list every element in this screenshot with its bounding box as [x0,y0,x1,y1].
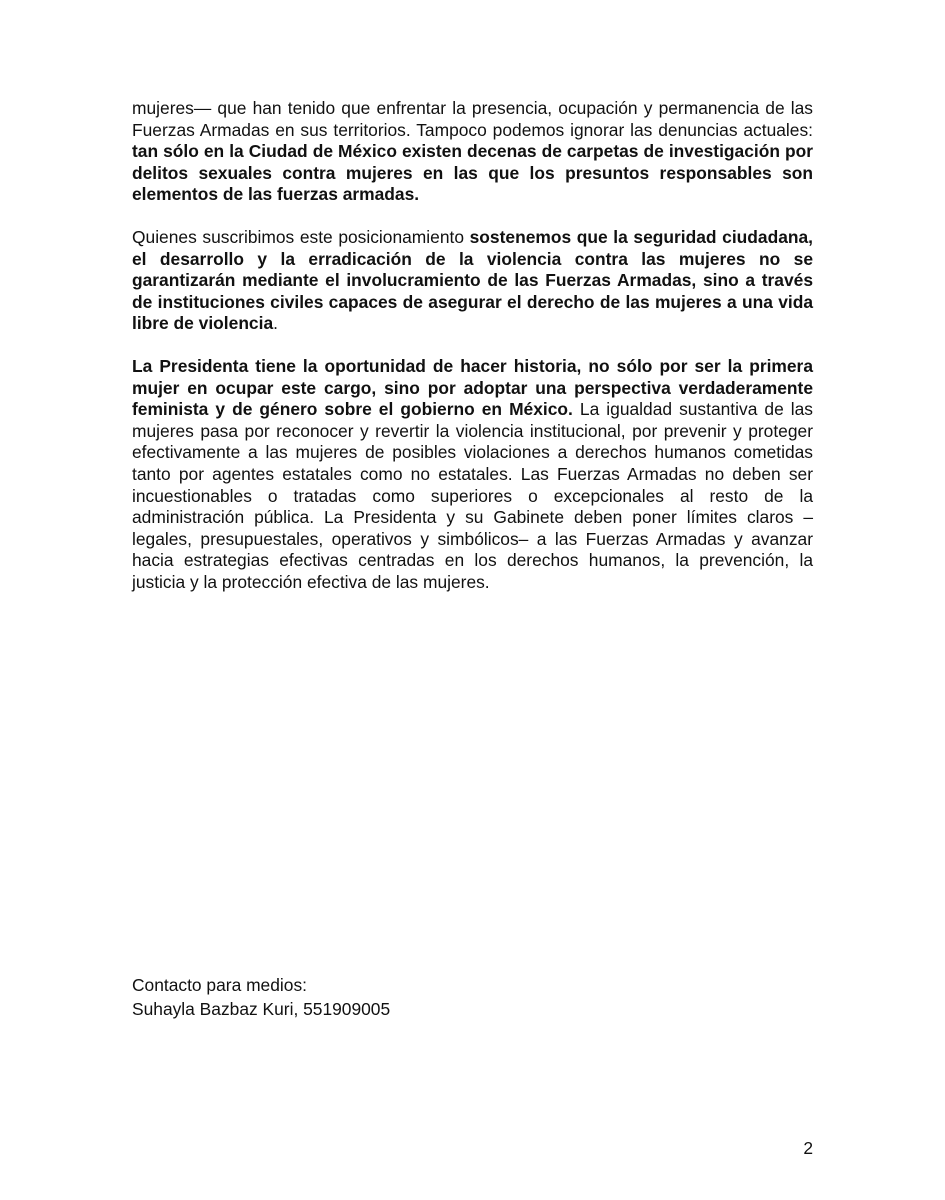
paragraph-2-run-1: Quienes suscribimos este posicionamiento [132,226,470,247]
media-contact-label: Contacto para medios: [132,975,307,995]
page-number: 2 [803,1138,813,1158]
paragraph-2-run-2-bold: sostenemos que la seguridad ciudadana, el desarrollo y la erradicación de la violencia contra las mujeres no se garantizarán mediante el involucramiento de las Fuerzas Armadas, sino a través de instituciones civiles capaces de asegurar el derecho de las mujeres a una vida libre de violencia [132,226,813,334]
media-contact-block [132,973,390,1021]
paragraph-3 [132,356,813,594]
media-contact-name-phone: Suhayla Bazbaz Kuri, 551909005 [132,999,391,1019]
paragraph-1 [132,98,813,206]
document-body [132,98,813,614]
paragraph-3-run-2: La igualdad sustantiva de las mujeres pasa por reconocer y revertir la violencia institucional, por prevenir y proteger efectivamente a las mujeres de posibles violaciones a derechos humanos cometidas tanto por agentes estatales como no estatales. Las Fuerzas Armadas no deben ser incuestionables o tratadas como superiores o excepcionales al resto de la administración pública. La Presidenta y su Gabinete deben poner límites claros –legales, presupuestales, operativos y simbólicos– a las Fuerzas Armadas y avanzar hacia estrategias efectivas centradas en los derechos humanos, la prevención, la justicia y la protección efectiva de las mujeres. [132,399,814,592]
paragraph-1-run-2-bold: tan sólo en la Ciudad de México existen decenas de carpetas de investigación por delitos sexuales contra mujeres en las que los presuntos responsables son elementos de las fuerzas armadas. [132,141,813,205]
paragraph-3-run-1-bold: La Presidenta tiene la oportunidad de hacer historia, no sólo por ser la primera mujer en ocupar este cargo, sino por adoptar una perspectiva verdaderamente feminista y de género sobre el gobierno en México. [132,355,813,420]
paragraph-1-run-1: mujeres— que han tenido que enfrentar la presencia, ocupación y permanencia de las Fuerzas Armadas en sus territorios. Tampoco podemos ignorar las denuncias actuales: [132,98,813,140]
paragraph-2 [132,227,813,335]
paragraph-2-run-3: . [273,313,278,334]
